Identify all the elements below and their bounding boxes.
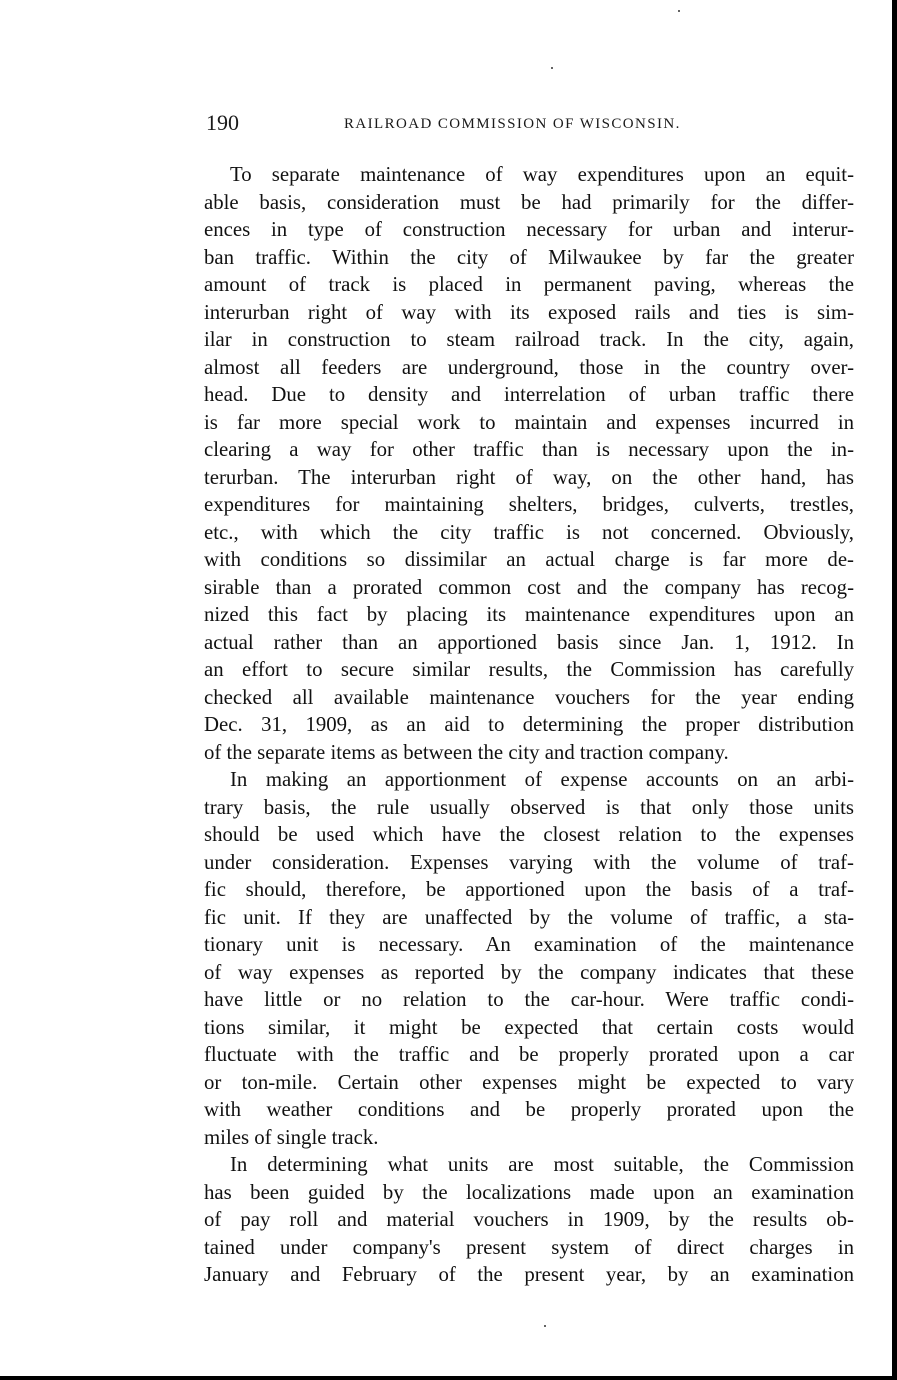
text-line: ilar in construction to steam railroad track. In the city, again, — [204, 328, 854, 351]
text-line: fluctuate with the traffic and be properly prorated upon a car — [204, 1043, 854, 1066]
text-line: ences in type of construction necessary for urban and interur- — [204, 218, 854, 241]
text-line: tionary unit is necessary. An examination of the maintenance — [204, 933, 854, 956]
body-text — [204, 161, 854, 1289]
text-line: expenditures for maintaining shelters, bridges, culverts, trestles, — [204, 493, 854, 516]
text-line: tained under company's present system of direct charges in — [204, 1235, 854, 1259]
text-line: have little or no relation to the car-hour. Were traffic condi- — [204, 988, 854, 1011]
text-line: able basis, consideration must be had primarily for the differ- — [204, 190, 854, 214]
text-line: should be used which have the closest relation to the expenses — [204, 823, 854, 846]
text-line: January and February of the present year, by an examination — [204, 1263, 854, 1286]
text-line: To separate maintenance of way expenditures upon an equit- — [230, 163, 854, 186]
scan-speck — [551, 67, 553, 69]
text-line: or ton-mile. Certain other expenses might be expected to vary — [204, 1070, 854, 1094]
text-line: almost all feeders are underground, those in the country over- — [204, 355, 854, 379]
text-line: head. Due to density and interrelation of urban traffic there — [204, 383, 854, 406]
text-line: with weather conditions and be properly prorated upon the — [204, 1098, 854, 1121]
paragraph — [204, 1151, 854, 1289]
text-line: under consideration. Expenses varying with the volume of traf- — [204, 850, 854, 874]
text-line: trary basis, the rule usually observed is that only those units — [204, 795, 854, 819]
scan-edge-right — [892, 0, 897, 1380]
text-line: terurban. The interurban right of way, on the other hand, has — [204, 465, 854, 489]
text-line: ban traffic. Within the city of Milwaukee by far the greater — [204, 245, 854, 269]
text-line: miles of single track. — [204, 1125, 379, 1149]
text-line: amount of track is placed in permanent paving, whereas the — [204, 273, 854, 296]
text-line: nized this fact by placing its maintenance expenditures upon an — [204, 603, 854, 626]
text-line: of the separate items as between the city and traction company. — [204, 740, 729, 764]
scan-speck — [678, 10, 680, 12]
text-line: sirable than a prorated common cost and the company has recog- — [204, 575, 854, 599]
text-line: checked all available maintenance vouchers for the year ending — [204, 685, 854, 709]
page-number: 190 — [206, 110, 239, 135]
text-line: fic unit. If they are unaffected by the volume of traffic, a sta- — [204, 905, 854, 929]
text-line: of way expenses as reported by the company indicates that these — [204, 960, 854, 984]
text-line: clearing a way for other traffic than is necessary upon the in- — [204, 438, 854, 461]
text-line: fic should, therefore, be apportioned upon the basis of a traf- — [204, 878, 854, 901]
text-line: actual rather than an apportioned basis since Jan. 1, 1912. In — [204, 630, 854, 654]
text-line: interurban right of way with its exposed rails and ties is sim- — [204, 300, 854, 324]
scan-speck — [544, 1325, 546, 1327]
paragraph — [204, 766, 854, 1151]
paragraph — [204, 161, 854, 766]
text-line: In determining what units are most suitable, the Commission — [230, 1153, 854, 1176]
text-line: Dec. 31, 1909, as an aid to determining the proper distribution — [204, 713, 854, 736]
text-line: with conditions so dissimilar an actual charge is far more de- — [204, 548, 854, 571]
text-line: has been guided by the localizations made upon an examination — [204, 1180, 854, 1204]
text-line: of pay roll and material vouchers in 1909, by the results ob- — [204, 1208, 854, 1231]
running-head: RAILROAD COMMISSION OF WISCONSIN. — [344, 116, 681, 132]
text-line: In making an apportionment of expense accounts on an arbi- — [230, 768, 854, 791]
text-line: is far more special work to maintain and expenses incurred in — [204, 410, 854, 434]
text-line: an effort to secure similar results, the Commission has carefully — [204, 658, 854, 681]
page-header — [206, 110, 856, 140]
scan-edge-bottom — [0, 1376, 897, 1380]
text-line: etc., with which the city traffic is not concerned. Obviously, — [204, 520, 854, 544]
text-line: tions similar, it might be expected that certain costs would — [204, 1015, 854, 1039]
